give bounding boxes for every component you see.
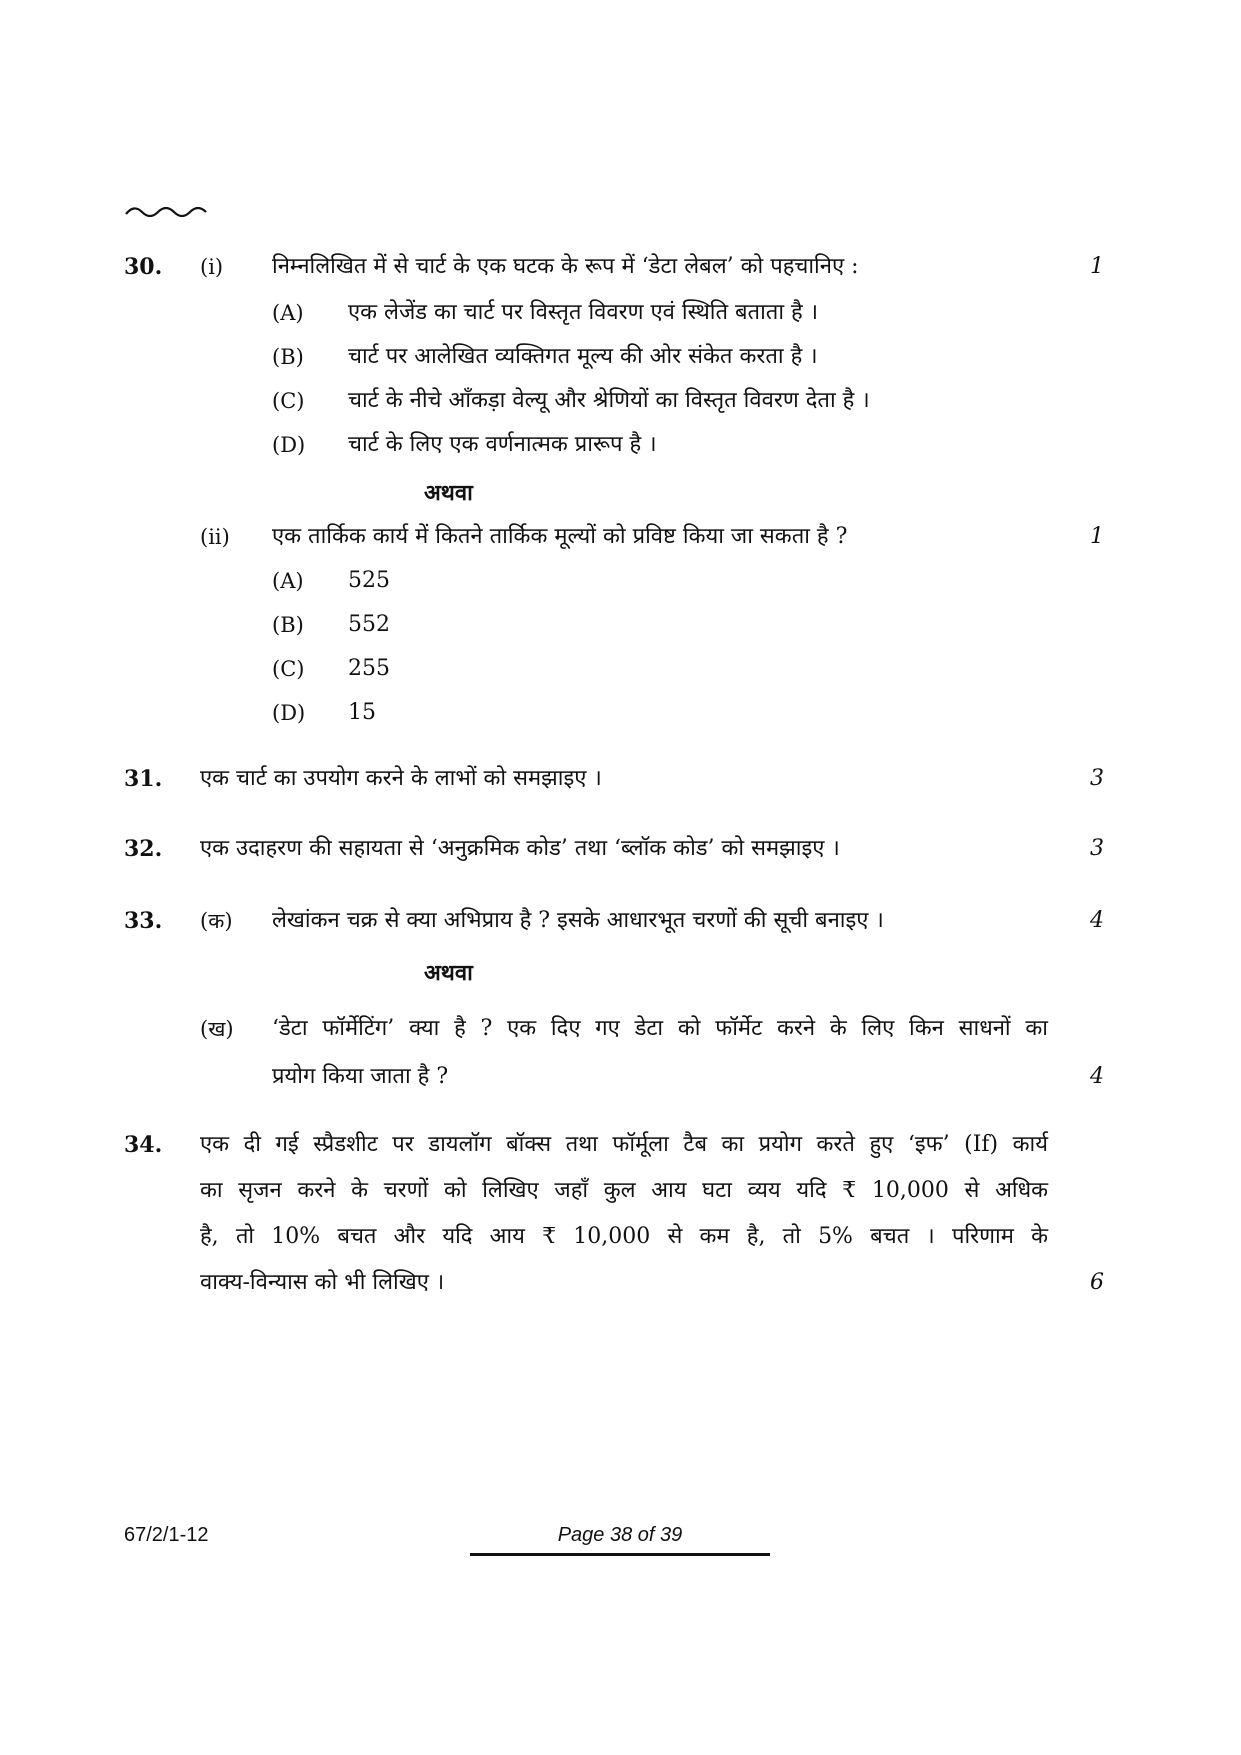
wave-decoration-icon — [124, 202, 208, 220]
q30-i-option-c-text: चार्ट के नीचे आँकड़ा वेल्यू और श्रेणियों का विस्तृत विवरण देता है । — [348, 388, 870, 413]
q30-part-ii-mark: 1 — [1090, 524, 1104, 549]
q30-part-i-mark: 1 — [1090, 254, 1104, 279]
question-number-33: 33. — [124, 908, 163, 934]
q30-i-option-d-text: चार्ट के लिए एक वर्णनात्मक प्रारूप है । — [348, 432, 657, 457]
q34-line-1: एक दी गई स्प्रैडशीट पर डायलॉग बॉक्स तथा फॉर्मूला टैब का प्रयोग करते हुए ‘इफ’ (If) कार्य — [200, 1132, 1048, 1157]
q33-part-b-line-1: ‘डेटा फॉर्मेटिंग’ क्या है ? एक दिए गए डेटा को फॉर्मेट करने के लिए किन साधनों का — [272, 1016, 1048, 1041]
q32-mark: 3 — [1090, 836, 1104, 861]
q33-part-a-mark: 4 — [1090, 908, 1104, 933]
q30-ii-option-c-text: 255 — [348, 656, 390, 681]
q30-i-option-d-label: (D) — [272, 433, 306, 457]
question-number-34: 34. — [124, 1132, 163, 1158]
q33-part-a-text: लेखांकन चक्र से क्या अभिप्राय है ? इसके आधारभूत चरणों की सूची बनाइए । — [272, 908, 884, 933]
q30-ii-option-a-text: 525 — [348, 568, 390, 593]
q33-part-b-label: (ख) — [200, 1017, 234, 1041]
q30-i-option-a-label: (A) — [272, 301, 304, 325]
q31-text: एक चार्ट का उपयोग करने के लाभों को समझाइए । — [200, 766, 602, 791]
q34-mark: 6 — [1090, 1270, 1104, 1295]
q30-ii-option-b-text: 552 — [348, 612, 390, 637]
q30-or-separator: अथवा — [424, 480, 473, 506]
q30-i-option-c-label: (C) — [272, 389, 305, 413]
q33-part-b-line-2: प्रयोग किया जाता है ? — [272, 1064, 449, 1089]
q30-ii-option-d-label: (D) — [272, 701, 306, 725]
q34-line-3: है, तो 10% बचत और यदि आय ₹ 10,000 से कम है, तो 5% बचत । परिणाम के — [200, 1224, 1048, 1249]
q30-i-option-b-label: (B) — [272, 345, 304, 369]
footer-underline — [470, 1553, 770, 1556]
q30-ii-option-d-text: 15 — [348, 700, 376, 725]
q30-ii-option-b-label: (B) — [272, 613, 304, 637]
q33-part-a-label: (क) — [200, 909, 233, 933]
q32-text: एक उदाहरण की सहायता से ‘अनुक्रमिक कोड’ तथा ‘ब्लॉक कोड’ को समझाइए । — [200, 836, 840, 861]
q34-line-4: वाक्य-विन्यास को भी लिखिए । — [200, 1270, 445, 1295]
question-number-30: 30. — [124, 254, 163, 280]
q30-ii-option-c-label: (C) — [272, 657, 305, 681]
q30-part-i-text: निम्नलिखित में से चार्ट के एक घटक के रूप में ‘डेटा लेबल’ को पहचानिए : — [272, 254, 859, 279]
question-number-31: 31. — [124, 766, 163, 792]
question-number-32: 32. — [124, 836, 163, 862]
q30-i-option-a-text: एक लेजेंड का चार्ट पर विस्तृत विवरण एवं स्थिति बताता है । — [348, 300, 819, 325]
page-number: Page 38 of 39 — [557, 1524, 683, 1546]
q34-line-2: का सृजन करने के चरणों को लिखिए जहाँ कुल आय घटा व्यय यदि ₹ 10,000 से अधिक — [200, 1178, 1048, 1203]
q30-ii-option-a-label: (A) — [272, 569, 304, 593]
q33-part-b-mark: 4 — [1090, 1064, 1104, 1089]
paper-code: 67/2/1-12 — [124, 1524, 209, 1546]
q30-part-ii-text: एक तार्किक कार्य में कितने तार्किक मूल्यों को प्रविष्ट किया जा सकता है ? — [272, 524, 848, 549]
q30-part-ii-label: (ii) — [200, 525, 230, 549]
q30-part-i-label: (i) — [200, 255, 224, 279]
q33-or-separator: अथवा — [424, 960, 473, 986]
q30-i-option-b-text: चार्ट पर आलेखित व्यक्तिगत मूल्य की ओर संकेत करता है । — [348, 344, 818, 369]
q31-mark: 3 — [1090, 766, 1104, 791]
